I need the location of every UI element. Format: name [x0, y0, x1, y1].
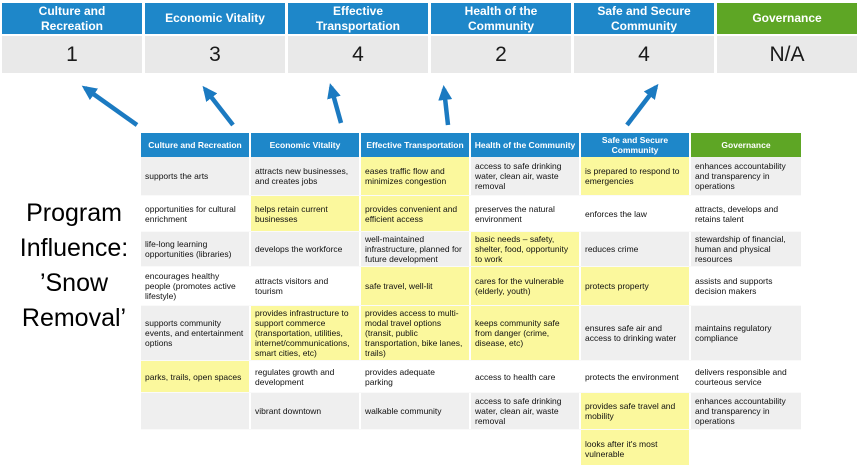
matrix-cell: assists and supports decision makers [695, 276, 773, 297]
matrix-cell: stewardship of financial, human and physical resources [691, 232, 801, 266]
matrix-header-cell: Safe and Secure Community [581, 133, 691, 157]
matrix-row [141, 232, 801, 267]
matrix-cell: enhances accountability and transparency in operations [691, 157, 801, 195]
matrix-cell: access to health care [471, 361, 581, 392]
score-summary-table [2, 3, 857, 73]
matrix-cell: access to safe drinking water, clean air, waste removal [471, 393, 581, 429]
influence-arrow [331, 87, 341, 123]
matrix-row [141, 196, 801, 232]
matrix-cell: access to safe drinking water, clean air, waste removal [471, 157, 581, 195]
score-column [717, 3, 857, 73]
matrix-cell-highlighted: parks, trails, open spaces [141, 361, 251, 392]
matrix-cell: attracts, develops and retains talent [695, 203, 779, 224]
category-header: Culture and Recreation [2, 3, 142, 34]
matrix-header-cell: Health of the Community [471, 133, 581, 157]
matrix-cell [141, 430, 251, 465]
matrix-row [141, 157, 801, 196]
matrix-row [141, 393, 801, 430]
matrix-cell: encourages healthy people (promotes active lifestyle) [141, 267, 251, 305]
matrix-cell: opportunities for cultural enrichment [141, 196, 251, 231]
matrix-cell [141, 393, 251, 429]
matrix-cell: maintains regulatory compliance [691, 306, 801, 360]
matrix-row [141, 267, 801, 306]
matrix-cell: attracts visitors and tourism [251, 267, 361, 305]
matrix-cell: supports the arts [141, 157, 251, 195]
category-score: 2 [431, 36, 571, 73]
category-header: Governance [717, 3, 857, 34]
influence-arrow [444, 89, 448, 125]
score-column [145, 3, 285, 73]
category-header: Effective Transportation [288, 3, 428, 34]
influence-arrow [627, 87, 656, 125]
program-label-line: Influence: [19, 234, 129, 262]
category-header: Safe and Secure Community [574, 3, 714, 34]
influence-matrix [141, 133, 801, 465]
category-score: 1 [2, 36, 142, 73]
matrix-cell: enhances accountability and transparency in operations [691, 393, 801, 429]
matrix-cell [361, 430, 471, 465]
influence-arrow [85, 88, 137, 125]
score-column [431, 3, 571, 73]
matrix-cell: well-maintained infrastructure, planned for future development [361, 232, 471, 266]
matrix-cell-highlighted: safe travel, well-lit [361, 267, 471, 305]
matrix-cell: vibrant downtown [251, 393, 361, 429]
program-label-line: Removal’ [21, 304, 127, 332]
matrix-cell-highlighted: looks after it's most vulnerable [581, 430, 691, 465]
matrix-cell-highlighted: helps retain current businesses [251, 196, 361, 231]
matrix-row [141, 430, 801, 465]
category-score: N/A [717, 36, 857, 73]
matrix-header-cell: Governance [691, 133, 801, 157]
category-score: 4 [574, 36, 714, 73]
program-label-line: Program [26, 199, 122, 227]
matrix-header-cell: Economic Vitality [251, 133, 361, 157]
matrix-cell-highlighted: eases traffic flow and minimizes congestion [361, 157, 471, 195]
matrix-cell-highlighted: provides access to multi-modal travel options (transit, public transportation, bike lanes, trails) [361, 306, 471, 360]
program-influence-label [0, 196, 148, 336]
influence-arrow [205, 89, 233, 125]
matrix-cell: preserves the natural environment [471, 196, 581, 231]
matrix-header-cell: Effective Transportation [361, 133, 471, 157]
matrix-cell-highlighted: cares for the vulnerable (elderly, youth) [471, 267, 581, 305]
matrix-header-cell: Culture and Recreation [141, 133, 251, 157]
matrix-header-row [141, 133, 801, 157]
score-column [2, 3, 142, 73]
category-header: Economic Vitality [145, 3, 285, 34]
matrix-cell: attracts new businesses, and creates jobs [251, 157, 361, 195]
matrix-cell: walkable community [361, 393, 471, 429]
program-label-line: ’Snow [39, 269, 109, 297]
score-column [288, 3, 428, 73]
matrix-cell-highlighted: provides safe travel and mobility [581, 393, 691, 429]
matrix-cell-highlighted: provides infrastructure to support commerce (transportation, utilities, internet/communications, smart cities, etc) [251, 306, 361, 360]
category-header: Health of the Community [431, 3, 571, 34]
matrix-cell-highlighted: keeps community safe from danger (crime, disease, etc) [471, 306, 581, 360]
category-score: 4 [288, 36, 428, 73]
matrix-cell [691, 430, 801, 465]
matrix-cell: life-long learning opportunities (libraries) [141, 232, 251, 266]
matrix-cell: delivers responsible and courteous service [695, 366, 787, 387]
category-score: 3 [145, 36, 285, 73]
matrix-cell-highlighted: protects property [581, 267, 691, 305]
matrix-cell: regulates growth and development [251, 361, 361, 392]
score-column [574, 3, 714, 73]
matrix-cell: reduces crime [581, 232, 691, 266]
matrix-cell: supports community events, and entertainment options [141, 306, 251, 360]
matrix-cell-highlighted: is prepared to respond to emergencies [581, 157, 691, 195]
matrix-row [141, 306, 801, 361]
matrix-cell-highlighted: provides convenient and efficient access [361, 196, 471, 231]
matrix-cell: protects the environment [581, 361, 691, 392]
matrix-cell: enforces the law [581, 196, 691, 231]
matrix-cell [251, 430, 361, 465]
matrix-cell-highlighted: basic needs – safety, shelter, food, opportunity to work [471, 232, 581, 266]
matrix-cell [471, 430, 581, 465]
matrix-cell: provides adequate parking [361, 361, 471, 392]
matrix-cell: ensures safe air and access to drinking water [581, 306, 691, 360]
matrix-cell: develops the workforce [251, 232, 361, 266]
matrix-row [141, 361, 801, 393]
